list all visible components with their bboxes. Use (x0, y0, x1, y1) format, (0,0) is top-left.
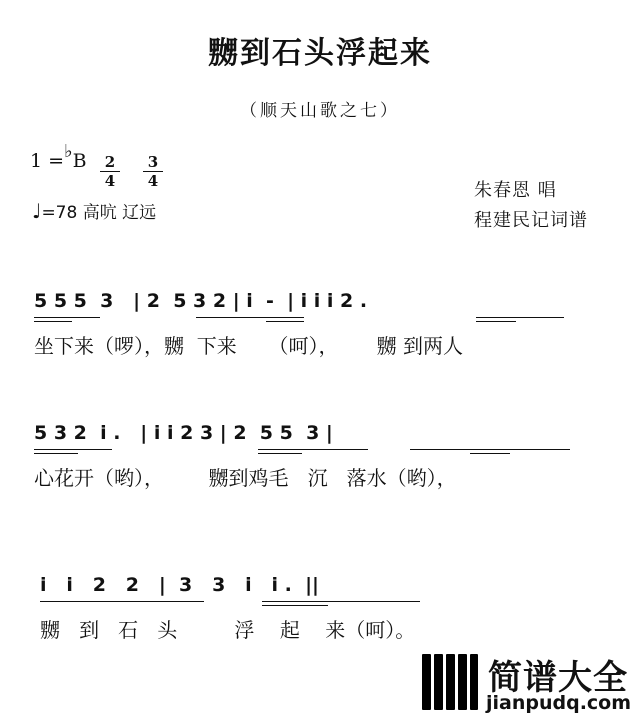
logo-name: 简谱大全 (488, 658, 628, 698)
notes-line-3: i i 2 2 | 3 3 i i . || (40, 574, 319, 596)
score-line-3 (0, 566, 640, 646)
tempo-text: =78 高吭 辽远 (41, 203, 157, 223)
logo-url[interactable]: jianpudq.com (486, 692, 632, 714)
key-prefix: 1 = (30, 150, 65, 172)
singer-credit: 朱春恩 唱 (474, 180, 557, 201)
score-line-2 (0, 414, 640, 494)
time-sig-1-top: 2 (104, 153, 116, 171)
time-signature-1 (100, 154, 120, 189)
time-sig-2-bottom: 4 (147, 172, 159, 190)
time-sig-1-bottom: 4 (104, 172, 116, 190)
piano-keys-icon (422, 654, 478, 710)
tempo-marking (32, 198, 156, 223)
recorder-credit: 程建民记词谱 (474, 210, 588, 231)
score-line-1 (0, 282, 640, 362)
time-signature-2 (143, 154, 163, 189)
key-tonic: B (72, 150, 87, 172)
time-sig-2-top: 3 (147, 153, 159, 171)
notes-line-2: 5 3 2 i . | i i 2 3 | 2 5 5 3 | (34, 422, 333, 444)
song-title: 嬲到石头浮起来 (208, 36, 432, 71)
notes-line-1: 5 5 5 3 | 2 5 3 2 | i - | i i i 2 . (34, 290, 368, 312)
flat-icon: ♭ (64, 141, 73, 162)
song-subtitle: （顺天山歌之七） (240, 101, 400, 121)
lyrics-line-2: 心花开（哟）， 嬲到鸡毛 沉 落水（哟）， (34, 466, 457, 490)
lyrics-line-1: 坐下来（啰），嬲 下来 （呵）， 嬲 到两人 (34, 334, 464, 358)
quarter-note-icon: ♩ (32, 199, 42, 223)
key-signature (30, 141, 87, 172)
lyrics-line-3: 嬲 到 石 头 浮 起 来（呵）。 (40, 618, 416, 642)
